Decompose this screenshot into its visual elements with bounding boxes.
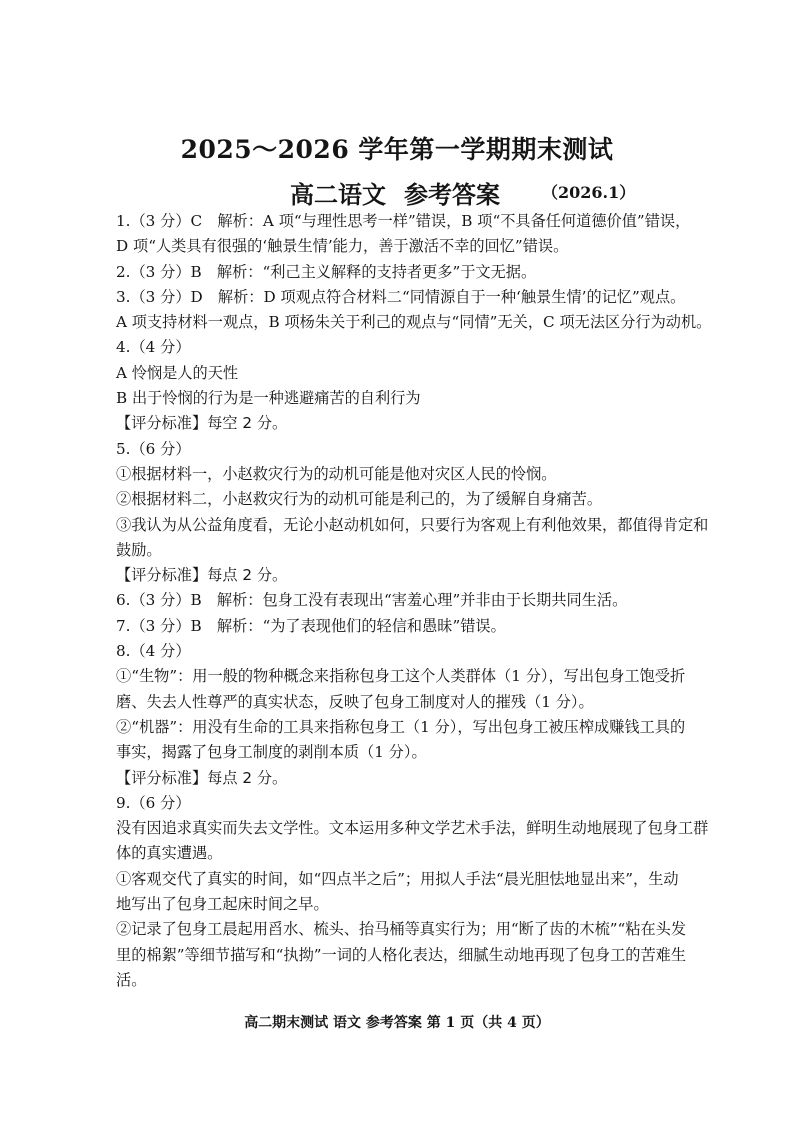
answer-line-q9-point1: ①客观交代了真实的时间，如“四点半之后”；用拟人手法“晨光胆怯地显出来”，生动 xyxy=(116,869,679,888)
answer-line-q3-cont: A 项支持材料一观点，B 项杨朱关于利己的观点与“同情”无关，C 项无法区分行为动机。 xyxy=(116,313,712,332)
answer-line-q4: 4.（4 分） xyxy=(116,338,191,357)
answer-line-q5-point1: ①根据材料一，小赵救灾行为的动机可能是他对灾区人民的怜悯。 xyxy=(116,464,557,483)
answer-line-q7: 7.（3 分）B 解析：“为了表现他们的轻信和愚昧”错误。 xyxy=(116,616,506,635)
answer-line-q6: 6.（3 分）B 解析：包身工没有表现出“害羞心理”并非由于长期共同生活。 xyxy=(116,591,628,610)
answer-line-q5-point2: ②根据材料二，小赵救灾行为的动机可能是利己的，为了缓解自身痛苦。 xyxy=(116,490,602,509)
answer-line-q5-point3-cont: 鼓励。 xyxy=(116,540,162,559)
answer-line-q9-intro: 没有因追求真实而失去文学性。文本运用多种文学艺术手法，鲜明生动地展现了包身工群 xyxy=(116,819,709,838)
answer-line-q8-point2: ②“机器”：用没有生命的工具来指称包身工（1 分），写出包身工被压榨成赚钱工具的 xyxy=(116,717,686,736)
subtitle-answer-key: 参考答案 xyxy=(404,180,500,209)
answer-line-q4-a: A 怜悯是人的天性 xyxy=(116,363,239,382)
answer-line-q5: 5.（6 分） xyxy=(116,439,191,458)
answer-line-q1-cont: D 项“人类具有很强的‘触景生情’能力，善于激活不幸的回忆”错误。 xyxy=(116,237,569,256)
answer-line-q3: 3.（3 分）D 解析：D 项观点符合材料二“同情源自于一种‘触景生情’的记忆”观点。 xyxy=(116,287,686,306)
answer-line-q9-point2: ②记录了包身工晨起用舀水、梳头、抬马桶等真实行为；用“断了齿的木梳”“粘在头发 xyxy=(116,920,687,939)
answer-line-q9-point1-cont: 地写出了包身工起床时间之早。 xyxy=(116,895,329,914)
answer-line-q4-b: B 出于怜悯的行为是一种逃避痛苦的自利行为 xyxy=(116,389,421,408)
answer-line-q8: 8.（4 分） xyxy=(116,642,191,661)
answer-line-q8-point2-cont: 事实，揭露了包身工制度的剥削本质（1 分）。 xyxy=(116,743,427,762)
answer-line-q9-point2-cont: 里的棉絮”等细节描写和“执拗”一词的人格化表达，细腻生动地再现了包身工的苦难生 xyxy=(116,945,687,964)
answer-line-q9-point2-end: 活。 xyxy=(116,970,147,989)
page-footer: 高二期末测试 语文 参考答案 第 1 页（共 4 页） xyxy=(244,1015,550,1031)
scoring-standard-q4: 【评分标准】每空 2 分。 xyxy=(116,414,288,433)
answer-line-q9-intro-cont: 体的真实遭遇。 xyxy=(116,844,223,863)
answer-line-q1: 1.（3 分）C 解析：A 项“与理性思考一样”错误，B 项“不具备任何道德价值”错误， xyxy=(116,212,691,230)
scoring-standard-q5: 【评分标准】每点 2 分。 xyxy=(116,566,288,585)
answer-line-q9: 9.（6 分） xyxy=(116,793,191,812)
subtitle xyxy=(290,175,500,210)
exam-date: （2026.1） xyxy=(542,183,636,202)
answer-line-q2: 2.（3 分）B 解析：“利己主义解释的支持者更多”于文无据。 xyxy=(116,262,537,281)
answer-content xyxy=(116,209,716,993)
answer-line-q5-point3: ③我认为从公益角度看，无论小赵动机如何，只要行为客观上有利他效果，都值得肯定和 xyxy=(116,515,709,534)
answer-line-q8-point1: ①“生物”：用一般的物种概念来指称包身工这个人类群体（1 分），写出包身工饱受折 xyxy=(116,667,686,686)
page-title: 2025～2026 学年第一学期期末测试 xyxy=(180,135,614,164)
scoring-standard-q8: 【评分标准】每点 2 分。 xyxy=(116,768,288,787)
subtitle-row xyxy=(0,175,794,207)
subtitle-subject: 高二语文 xyxy=(290,180,386,209)
answer-line-q8-point1-cont: 磨、失去人性尊严的真实状态，反映了包身工制度对人的摧残（1 分）。 xyxy=(116,692,594,711)
